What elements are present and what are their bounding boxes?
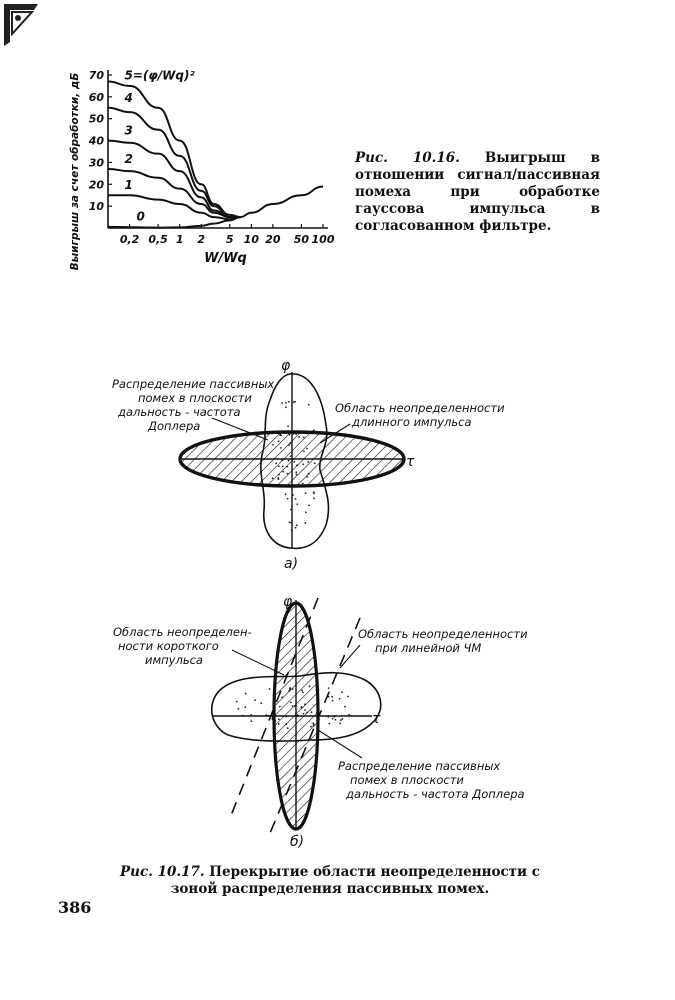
figure-10-17-caption <box>100 864 560 898</box>
label-short-b-3: импульса <box>145 653 203 667</box>
clutter-dot <box>331 696 333 698</box>
clutter-dot <box>342 718 344 720</box>
label-ambig-a-2: длинного импульса <box>352 415 472 429</box>
label-clutter-a-3: дальность - частота <box>118 405 241 419</box>
clutter-dot <box>254 699 256 701</box>
clutter-dot <box>335 719 337 721</box>
x-tick-label: 0,5 <box>148 233 168 246</box>
clutter-dot <box>269 688 271 690</box>
clutter-dot <box>236 701 238 703</box>
clutter-dot <box>296 503 298 505</box>
clutter-dot <box>250 720 252 722</box>
y-tick-label: 30 <box>88 156 104 170</box>
clutter-dot <box>245 693 247 695</box>
clutter-dot <box>260 702 262 704</box>
clutter-dot <box>329 723 331 725</box>
label-clutter-a-1: Распределение пассивных <box>112 377 275 391</box>
clutter-dot <box>285 493 287 495</box>
label-lfm-b-1: Область неопределенности <box>358 627 528 641</box>
clutter-dot <box>285 406 287 408</box>
label-clutter-b-3: дальность - частота Доплера <box>346 787 525 801</box>
x-tick-label: 2 <box>197 233 206 246</box>
clutter-dot <box>341 691 343 693</box>
clutter-dot <box>295 498 297 500</box>
clutter-dot <box>344 706 346 708</box>
clutter-dot <box>295 527 297 529</box>
clutter-dot <box>332 718 334 720</box>
clutter-dot <box>305 492 307 494</box>
tau-label-a: τ <box>406 454 415 470</box>
clutter-dot <box>313 492 315 494</box>
clutter-dot <box>339 723 341 725</box>
label-short-b-1: Область неопределен- <box>113 625 252 639</box>
x-axis-label: W/Wq <box>204 251 247 266</box>
clutter-dot <box>288 401 290 403</box>
clutter-dot <box>305 511 307 513</box>
clutter-dot <box>304 522 306 524</box>
clutter-dot <box>313 497 315 499</box>
label-short-b-2: ности короткого <box>118 639 219 653</box>
label-lfm-b-2: при линейной ЧМ <box>375 641 482 655</box>
curve-label-4: 4 <box>124 90 133 105</box>
x-tick-label: 20 <box>265 233 281 246</box>
sublabel-a: а) <box>284 556 299 572</box>
figure-10-16-text: Выигрыш в отношении сигнал/пассивная помеха при обработке гауссова импульса в согласованном фильтре. <box>355 150 600 234</box>
clutter-dot <box>289 521 291 523</box>
clutter-dot <box>340 719 342 721</box>
y-tick-label: 50 <box>88 112 104 126</box>
curve-label-1: 1 <box>124 178 133 193</box>
phi-label-b: φ <box>283 594 293 610</box>
label-clutter-b-1: Распределение пассивных <box>338 759 501 773</box>
curve-label-5-formula: 5=(φ/Wq)² <box>124 68 195 83</box>
sublabel-b: б) <box>290 834 305 850</box>
curve-label-2: 2 <box>124 151 133 166</box>
clutter-dot <box>296 524 298 526</box>
leader-lfm-b <box>340 645 360 668</box>
clutter-dot <box>244 706 246 708</box>
phi-label-a: φ <box>281 358 291 374</box>
tau-label-b: τ <box>372 711 381 727</box>
clutter-dot <box>308 404 310 406</box>
figure-10-16-label: Рис. 10.16. <box>355 150 460 166</box>
clutter-dot <box>339 698 341 700</box>
x-tick-label: 100 <box>311 233 335 246</box>
y-tick-label: 40 <box>88 134 104 148</box>
figure-10-17-text: Перекрытие области неопределенности с зоной распределения пассивных помех. <box>170 864 540 897</box>
y-tick-label: 70 <box>88 69 104 82</box>
curve-label-0: 0 <box>136 209 145 224</box>
clutter-dot <box>281 402 283 404</box>
figure-10-17-label: Рис. 10.17. <box>120 864 205 880</box>
label-clutter-a-4: Доплера <box>148 419 201 433</box>
page-number: 386 <box>58 898 92 917</box>
y-tick-label: 60 <box>88 90 104 104</box>
x-tick-label: 0,2 <box>119 233 140 246</box>
clutter-dot <box>285 402 287 404</box>
x-tick-label: 1 <box>175 233 184 246</box>
clutter-dot <box>332 700 334 702</box>
clutter-dot <box>308 505 310 507</box>
clutter-dot <box>293 401 295 403</box>
x-tick-label: 50 <box>293 233 310 246</box>
label-clutter-b-2: помех в плоскости <box>350 773 464 787</box>
y-tick-label: 20 <box>88 178 104 192</box>
clutter-dot <box>238 708 240 710</box>
curve-label-3: 3 <box>124 123 133 138</box>
label-ambig-a-1: Область неопределенности <box>335 401 505 415</box>
x-tick-label: 5 <box>225 233 234 246</box>
label-clutter-a-2: помех в плоскости <box>138 391 252 405</box>
clutter-dot <box>287 425 289 427</box>
y-tick-label: 10 <box>88 200 104 214</box>
clutter-dot <box>347 696 349 698</box>
x-tick-label: 10 <box>243 233 259 246</box>
y-axis-label: Выигрыш за счет обработки, дБ <box>69 72 81 271</box>
clutter-dot <box>287 498 289 500</box>
clutter-dot <box>328 687 330 689</box>
